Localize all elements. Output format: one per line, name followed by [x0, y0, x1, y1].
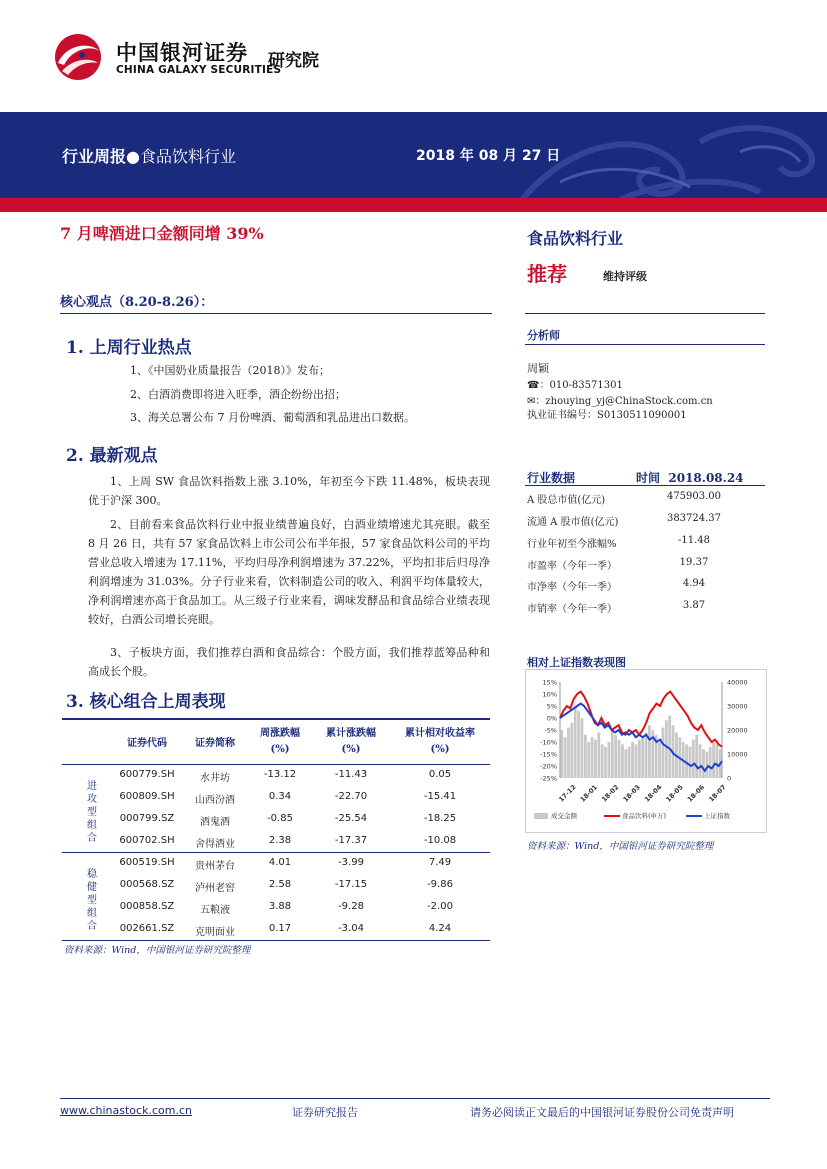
hot-item: 2、白酒消费即将进入旺季，酒企纷纷出招； [130, 388, 346, 401]
chart-volume-bar [597, 732, 600, 778]
chart-volume-bar [624, 749, 627, 778]
chart-volume-bar [662, 728, 665, 778]
cell-code: 002661.SZ [119, 923, 175, 934]
cell-rel: 7.49 [428, 857, 452, 868]
industry-data-heading: 行业数据 [527, 471, 576, 485]
cell-code: 000799.SZ [119, 813, 175, 824]
chart-x-tick: 18-04 [642, 783, 664, 804]
report-title: 7 月啤酒进口金额同增 39% [60, 224, 264, 243]
cell-cum: -3.04 [338, 923, 364, 934]
chart-source: 资料来源：Wind，中国银河证券研究院整理 [527, 841, 714, 852]
rating: 推荐 [527, 262, 567, 286]
cell-cum: -22.70 [334, 791, 368, 802]
table-header-rule [62, 764, 490, 765]
cell-cum: -11.43 [334, 769, 368, 780]
brand-institute: 研究院 [268, 51, 319, 71]
core-view-title: 核心观点（8.20-8.26）： [60, 295, 214, 310]
data-label: 市销率（今年一季） [527, 604, 617, 615]
hot-item: 3、海关总署公布 7 月份啤酒、葡萄酒和乳品进出口数据。 [130, 411, 415, 424]
chart-x-tick: 18-02 [600, 783, 621, 804]
table-group-rule [62, 852, 490, 853]
header-red-stripe [0, 198, 827, 212]
chart-heading: 相对上证指数表现图 [527, 656, 626, 669]
phone-icon: ☎ [527, 380, 540, 391]
analyst-email[interactable]: ✉：zhouying_yj@ChinaStock.com.cn [527, 396, 713, 407]
chart-volume-bar [638, 740, 641, 778]
chart-volume-bar [702, 749, 705, 778]
cell-name: 山西汾酒 [195, 795, 235, 806]
chart-y-right-tick: 30000 [727, 702, 748, 711]
footer-rule [60, 1098, 770, 1099]
cell-week: 0.17 [268, 923, 292, 934]
chart-volume-bar [716, 744, 719, 778]
data-label: 流通 A 股市值(亿元) [527, 517, 619, 528]
chart-volume-bar [645, 732, 648, 778]
col-header-unit: (%) [430, 744, 450, 755]
group-label-aggressive: 进攻型组合 [87, 781, 97, 844]
chart-volume-bar [648, 725, 651, 778]
chart-volume-bar [712, 742, 715, 778]
report-industry: 食品饮料行业 [139, 147, 236, 166]
col-header-rel: 累计相对收益率 [405, 728, 475, 739]
chart-volume-bar [621, 744, 624, 778]
data-label: A 股总市值(亿元) [527, 495, 606, 506]
report-type: 行业周报 [62, 147, 127, 166]
chart-volume-bar [570, 723, 573, 778]
cell-rel: 0.05 [428, 769, 452, 780]
cell-code: 600519.SH [119, 857, 175, 868]
chart-y-right-tick: 10000 [727, 750, 748, 759]
chart-y-left-tick: 15% [542, 678, 557, 687]
section-1-heading: 1. 上周行业热点 [66, 338, 192, 358]
chart-volume-bar [604, 747, 607, 778]
cell-code: 600809.SH [119, 791, 175, 802]
cell-rel: -18.25 [423, 813, 457, 824]
view-paragraph: 3、子板块方面，我们推荐白酒和食品综合：个股方面，我们推荐蓝筹品种和高成长个股。 [88, 646, 490, 678]
chart-legend-volume: 成交金额 [551, 812, 577, 820]
chart-y-right-tick: 40000 [727, 678, 748, 687]
cell-week: 4.01 [268, 857, 292, 868]
col-header-week: 周涨跌幅 [260, 728, 300, 739]
table-bottom-rule [62, 940, 490, 941]
chart-volume-bar [692, 740, 695, 778]
cell-cum: -3.99 [338, 857, 364, 868]
chart-legend-swatch-volume [534, 813, 548, 819]
cell-week: -0.85 [267, 813, 293, 824]
divider [525, 485, 765, 486]
chart-x-tick: 18-05 [664, 783, 685, 804]
chart-y-left-tick: -15% [540, 750, 557, 759]
chart-volume-bar [577, 711, 580, 778]
chart-x-tick: 18-01 [578, 783, 600, 804]
chart-volume-bar [581, 718, 584, 778]
cell-week: -13.12 [263, 769, 297, 780]
chart-volume-bar [699, 744, 702, 778]
analyst-phone: ☎：010-83571301 [527, 380, 623, 391]
data-label: 行业年初至今涨幅% [527, 539, 617, 550]
analyst-name: 周颖 [527, 362, 549, 375]
cell-rel: -2.00 [427, 901, 453, 912]
chart-volume-bar [608, 742, 611, 778]
chart-x-tick: 18-03 [621, 783, 642, 804]
section-3-heading: 3. 核心组合上周表现 [66, 692, 226, 712]
chart-volume-bar [631, 742, 634, 778]
chart-legend-index: 上证指数 [704, 812, 730, 820]
cell-name: 水井坊 [200, 773, 230, 784]
data-label: 市净率（今年一季） [527, 582, 617, 593]
col-header-name: 证券简称 [195, 738, 235, 749]
galaxy-logo-icon [52, 33, 104, 81]
chart-volume-bar [560, 730, 563, 778]
section-2-heading: 2. 最新观点 [66, 446, 158, 466]
data-value: 4.94 [682, 578, 706, 589]
chart-volume-bar [611, 730, 614, 778]
data-value: 383724.37 [666, 513, 722, 524]
chart-volume-bar [618, 740, 621, 778]
cell-cum: -17.37 [334, 835, 368, 846]
cell-rel: -9.86 [427, 879, 453, 890]
cell-name: 五粮液 [200, 905, 230, 916]
hot-item: 1、《中国奶业质量报告（2018）》发布； [130, 364, 330, 377]
cell-week: 0.34 [268, 791, 292, 802]
footer-url-link[interactable]: www.chinastock.com.cn [60, 1104, 192, 1117]
rating-note: 维持评级 [603, 270, 647, 283]
cell-code: 600779.SH [119, 769, 175, 780]
col-header-code: 证券代码 [127, 738, 167, 749]
chart-volume-bar [709, 747, 712, 778]
cell-week: 3.88 [268, 901, 292, 912]
footer-disclaimer: 请务必阅读正文最后的中国银河证券股份公司免责声明 [470, 1106, 734, 1119]
chart-y-right-tick: 0 [727, 774, 732, 783]
chart-volume-bar [567, 728, 570, 778]
industry-data-time: 时间 2018.08.24 [636, 471, 744, 485]
brand-name-en: CHINA GALAXY SECURITIES [116, 64, 282, 76]
email-icon: ✉ [527, 396, 536, 407]
cell-cum: -17.15 [334, 879, 368, 890]
chart-volume-bar [628, 747, 631, 778]
cell-name: 舍得酒业 [195, 839, 235, 850]
chart-x-tick: 17-12 [557, 783, 578, 804]
sidebar-industry: 食品饮料行业 [527, 229, 624, 248]
divider [60, 313, 492, 314]
cell-name: 泸州老窖 [195, 883, 235, 894]
chart-x-tick: 18-07 [707, 783, 728, 804]
chart-volume-bar [665, 720, 668, 778]
col-header-unit: (%) [270, 744, 290, 755]
cell-code: 000858.SZ [119, 901, 175, 912]
divider [525, 344, 765, 345]
chart-y-left-tick: -20% [540, 762, 557, 771]
table-source: 资料来源：Wind，中国银河证券研究院整理 [64, 945, 251, 956]
chart-y-left-tick: -5% [544, 726, 557, 735]
cell-name: 克明面业 [195, 927, 235, 938]
chart-y-left-tick: -25% [540, 774, 557, 783]
chart-volume-bar [587, 742, 590, 778]
chart-volume-bar [591, 737, 594, 778]
chart-volume-bar [574, 706, 577, 778]
analyst-heading: 分析师 [527, 329, 560, 342]
chart-volume-bar [594, 740, 597, 778]
group-label-stable: 稳健型组合 [87, 869, 97, 932]
report-date: 2018 年 08 月 27 日 [416, 148, 561, 164]
data-value: 3.87 [682, 600, 706, 611]
view-paragraph: 1、上周 SW 食品饮料指数上涨 3.10%，年初至今下跌 11.48%，板块表现优于沪深 300。 [88, 475, 490, 507]
cell-rel: -10.08 [423, 835, 457, 846]
chart-y-left-tick: 0% [546, 714, 557, 723]
performance-chart [525, 669, 767, 833]
chart-volume-bar [614, 735, 617, 778]
chart-y-left-tick: -10% [540, 738, 557, 747]
data-label: 市盈率（今年一季） [527, 561, 617, 572]
data-value: 19.37 [679, 557, 709, 568]
analyst-license: 执业证书编号：S0130511090001 [527, 410, 687, 421]
cell-name: 酒鬼酒 [200, 817, 230, 828]
chart-volume-bar [689, 747, 692, 778]
cell-code: 600702.SH [119, 835, 175, 846]
chart-svg [526, 670, 766, 832]
chart-volume-bar [658, 742, 661, 778]
view-paragraph: 2、目前看来食品饮料行业中报业绩普遍良好，白酒业绩增速尤其亮眼。截至 8 月 26 日，共有 57 家食品饮料上市公司公布半年报，57 家食品饮料公司的平均营业总收入增速为 17.11%，平均归母净利润增速为 37.22%，平均扣非后归母净利润增速为 31.03%。分子行业来看，饮料制造公司的收入、利润平均体量较大，净利润增速亦高于食品加工。从三级子行业来看，调味发酵品和食品综合业绩表现较好，白酒公司增长亮眼。 [88, 518, 490, 626]
report-category [62, 144, 236, 167]
data-value: 475903.00 [666, 491, 722, 502]
table-top-rule [62, 718, 490, 720]
chart-x-tick: 18-06 [685, 783, 707, 804]
chart-volume-bar [601, 744, 604, 778]
cell-week: 2.58 [268, 879, 292, 890]
chart-y-left-tick: 10% [542, 690, 557, 699]
cell-week: 2.38 [268, 835, 292, 846]
col-header-cum: 累计涨跌幅 [326, 728, 376, 739]
chart-volume-bar [695, 735, 698, 778]
divider [525, 313, 765, 314]
chart-y-left-tick: 5% [546, 702, 557, 711]
cell-rel: -15.41 [423, 791, 457, 802]
chart-volume-bar [668, 716, 671, 778]
cell-code: 000568.SZ [119, 879, 175, 890]
data-value: -11.48 [677, 535, 710, 546]
footer-label: 证券研究报告 [292, 1106, 358, 1119]
cell-cum: -9.28 [338, 901, 364, 912]
cell-rel: 4.24 [428, 923, 452, 934]
chart-volume-bar [641, 737, 644, 778]
chart-volume-bar [584, 735, 587, 778]
cell-cum: -25.54 [334, 813, 368, 824]
brand-name-cn: 中国银河证券 [116, 41, 248, 65]
cell-name: 贵州茅台 [195, 861, 235, 872]
chart-volume-bar [564, 737, 567, 778]
chart-legend-food: 食品饮料(申万) [622, 812, 667, 820]
col-header-unit: (%) [341, 744, 361, 755]
bullet-icon: ● [126, 147, 140, 166]
chart-y-right-tick: 20000 [727, 726, 748, 735]
chart-volume-bar [635, 744, 638, 778]
chart-volume-bar [705, 752, 708, 778]
